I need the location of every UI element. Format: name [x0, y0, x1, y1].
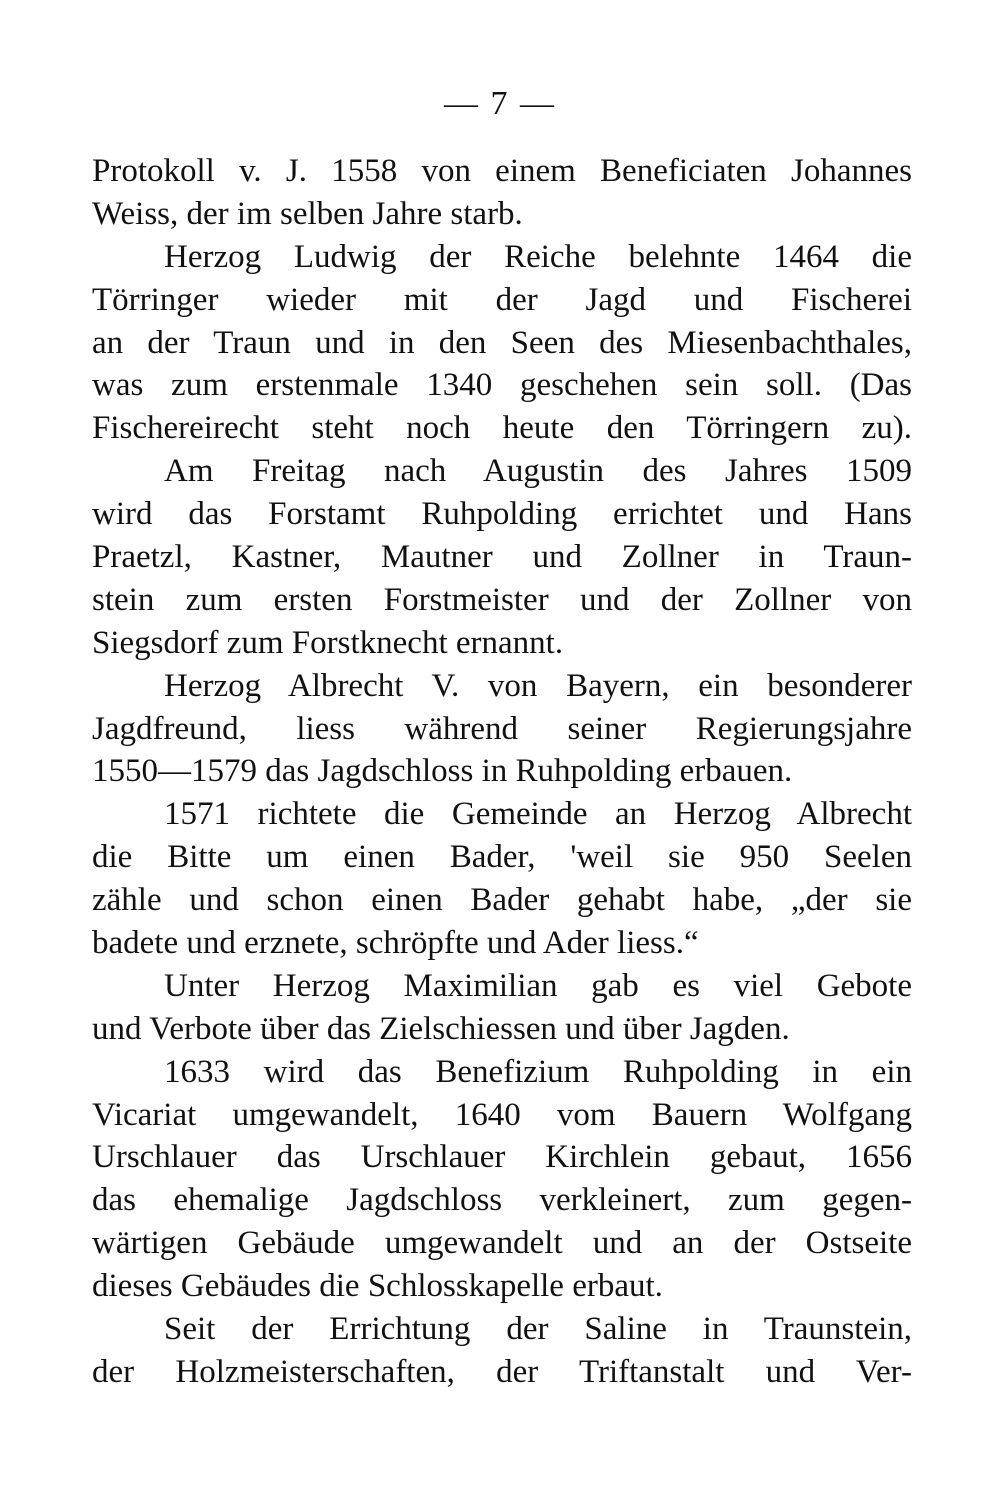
text-line: Törringer wieder mit der Jagd und Fischerei: [92, 281, 912, 318]
text-line: wird das Forstamt Ruhpolding errichtet und Hans: [92, 496, 912, 533]
text-line: stein zum ersten Forstmeister und der Zollner von: [92, 581, 912, 618]
text-line: Am Freitag nach Augustin des Jahres 1509: [164, 453, 912, 490]
text-line: wärtigen Gebäude umgewandelt und an der Ostseite: [92, 1225, 912, 1262]
text-line: 1571 richtete die Gemeinde an Herzog Albrecht: [164, 796, 912, 833]
text-line: und Verbote über das Zielschiessen und über Jagden.: [92, 1010, 790, 1047]
text-line: Jagdfreund, liess während seiner Regierungsjahre: [92, 710, 912, 747]
text-line: das ehemalige Jagdschloss verkleinert, zum gegen-: [92, 1182, 912, 1219]
body-text: [92, 150, 912, 1394]
text-line: was zum erstenmale 1340 geschehen sein soll. (Das: [92, 367, 912, 404]
text-line: dieses Gebäudes die Schlosskapelle erbaut.: [92, 1268, 663, 1305]
text-line: Seit der Errichtung der Saline in Traunstein,: [164, 1311, 912, 1348]
text-line: Unter Herzog Maximilian gab es viel Gebote: [164, 967, 912, 1004]
text-line: badete und erznete, schröpfte und Ader liess.“: [92, 925, 699, 962]
text-line: Herzog Ludwig der Reiche belehnte 1464 die: [164, 238, 912, 275]
text-line: 1550—1579 das Jagdschloss in Ruhpolding erbauen.: [92, 753, 793, 790]
text-line: Herzog Albrecht V. von Bayern, ein besonderer: [164, 667, 912, 704]
text-line: Fischereirecht steht noch heute den Törringern zu).: [92, 410, 912, 447]
text-line: an der Traun und in den Seen des Miesenbachthales,: [92, 324, 912, 361]
text-line: Praetzl, Kastner, Mautner und Zollner in Traun-: [92, 539, 912, 576]
text-line: der Holzmeisterschaften, der Triftanstalt und Ver-: [92, 1353, 912, 1390]
text-line: die Bitte um einen Bader, 'weil sie 950 Seelen: [92, 839, 912, 876]
text-line: Siegsdorf zum Forstknecht ernannt.: [92, 624, 564, 661]
page-number: — 7 —: [444, 85, 556, 122]
text-line: Weiss, der im selben Jahre starb.: [92, 195, 523, 232]
text-line: Protokoll v. J. 1558 von einem Beneficiaten Johannes: [92, 153, 912, 189]
text-line: Vicariat umgewandelt, 1640 vom Bauern Wolfgang: [92, 1096, 912, 1133]
text-line: 1633 wird das Benefizium Ruhpolding in ein: [164, 1053, 912, 1090]
text-line: zähle und schon einen Bader gehabt habe, „der sie: [92, 882, 912, 919]
text-line: Urschlauer das Urschlauer Kirchlein gebaut, 1656: [92, 1139, 912, 1176]
